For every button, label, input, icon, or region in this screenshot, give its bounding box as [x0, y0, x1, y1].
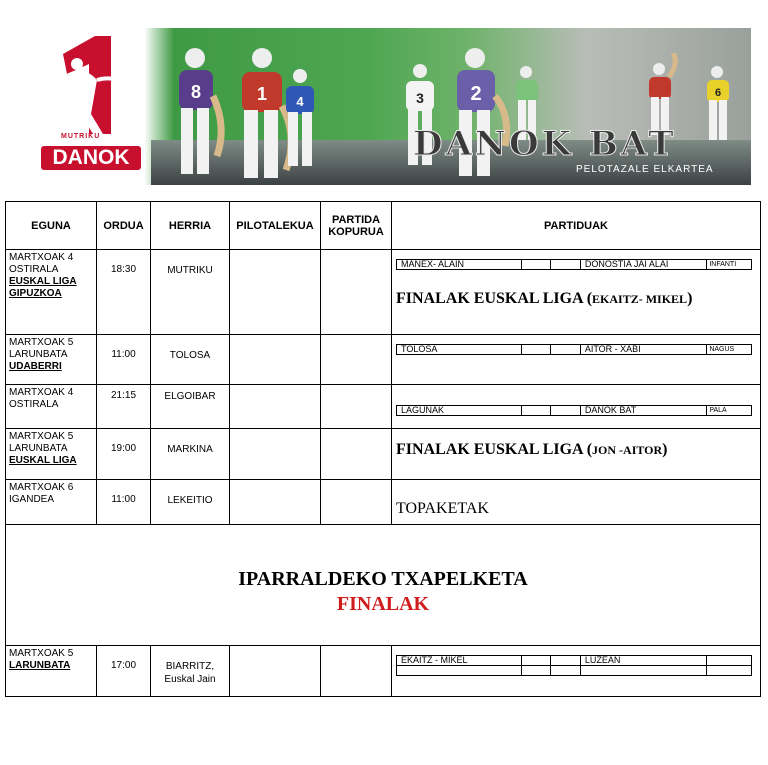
count-cell — [321, 335, 392, 385]
score-slot — [522, 406, 551, 416]
final-label: FINALAK EUSKAL LIGA ( — [396, 290, 593, 307]
date-cell — [6, 429, 97, 480]
team1: MANEX- ALAIN — [397, 260, 522, 270]
category: NAGUS — [707, 345, 752, 355]
score-slot — [522, 260, 551, 270]
time-cell: 21:15 — [97, 385, 151, 429]
final-players: JON -AITOR — [592, 443, 663, 457]
empty-slot — [707, 666, 752, 676]
shirt-number: 1 — [256, 84, 268, 104]
town-cell: ELGOIBAR — [151, 385, 230, 429]
weekday: OSTIRALA — [9, 399, 59, 410]
town-line: Euskal Jain — [164, 674, 216, 685]
col-partida-kopurua: PARTIDA KOPURUA — [321, 202, 392, 250]
shirt-number: 4 — [296, 94, 304, 109]
court-cell — [230, 335, 321, 385]
section-row — [6, 525, 761, 646]
date-cell — [6, 385, 97, 429]
logo-word: DANOK — [41, 146, 141, 170]
team2: AITOR - XABI — [580, 345, 706, 355]
team2: LUZEAN — [580, 656, 706, 666]
weekday: LARUNBATA — [9, 443, 68, 454]
player-6-icon — [699, 66, 739, 146]
section-heading — [6, 525, 761, 646]
time-cell: 11:00 — [97, 480, 151, 525]
time-cell: 19:00 — [97, 429, 151, 480]
score-slot — [522, 656, 551, 666]
court-cell — [230, 429, 321, 480]
court-cell — [230, 480, 321, 525]
col-ordua: ORDUA — [97, 202, 151, 250]
weekday: LARUNBATA — [9, 349, 68, 360]
match-grid — [396, 405, 752, 416]
schedule-table — [5, 201, 761, 697]
category: PALA — [707, 406, 752, 416]
team2: DANOK BAT — [580, 406, 706, 416]
category: INFANTI — [707, 260, 752, 270]
section-subtitle: FINALAK — [336, 593, 430, 615]
matches-cell — [392, 335, 761, 385]
date-cell — [6, 335, 97, 385]
town-line: BIARRITZ, — [165, 661, 215, 672]
time-cell: 11:00 — [97, 335, 151, 385]
town-cell: LEKEITIO — [151, 480, 230, 525]
match-grid — [396, 344, 752, 355]
table-row — [6, 335, 761, 385]
col-herria: HERRIA — [151, 202, 230, 250]
league-link: GIPUZKOA — [9, 288, 62, 299]
date-line: MARTXOAK 5 — [9, 648, 74, 659]
matches-cell — [392, 250, 761, 335]
league-link: EUSKAL LIGA — [9, 276, 77, 287]
court-cell — [230, 646, 321, 697]
date-line: MARTXOAK 6 — [9, 482, 74, 493]
date-cell — [6, 250, 97, 335]
team2: DONOSTIA JAI ALAI — [580, 260, 706, 270]
shirt-number: 6 — [714, 87, 722, 99]
matches-cell — [392, 385, 761, 429]
table-row — [6, 429, 761, 480]
empty-slot — [580, 666, 706, 676]
count-cell — [321, 646, 392, 697]
score-slot — [551, 406, 581, 416]
count-cell — [321, 250, 392, 335]
time-cell: 18:30 — [97, 250, 151, 335]
matches-cell — [392, 429, 761, 480]
player-8-icon — [161, 46, 231, 185]
matches-cell — [392, 646, 761, 697]
matches-cell — [392, 480, 761, 525]
table-row — [6, 250, 761, 335]
col-eguna: EGUNA — [6, 202, 97, 250]
town-cell: TOLOSA — [151, 335, 230, 385]
logo-small-text: MUTRIKU — [61, 133, 101, 140]
date-cell — [6, 480, 97, 525]
table-row — [6, 646, 761, 697]
date-cell — [6, 646, 97, 697]
empty-slot — [397, 666, 522, 676]
match-grid — [396, 655, 752, 676]
category — [707, 656, 752, 666]
header-row — [6, 202, 761, 250]
league-link: UDABERRI — [9, 361, 62, 372]
danok-logo-icon — [33, 34, 143, 146]
weekday-link: LARUNBATA — [9, 660, 71, 671]
score-slot — [522, 345, 551, 355]
final-title — [396, 441, 760, 459]
section-title: IPARRALDEKO TXAPELKETA — [238, 568, 528, 590]
town-cell — [151, 646, 230, 697]
score-slot — [551, 260, 581, 270]
table-row — [6, 385, 761, 429]
count-cell — [321, 429, 392, 480]
match-grid — [396, 259, 752, 270]
count-cell — [321, 480, 392, 525]
final-title — [396, 290, 760, 308]
team1: LAGUNAK — [397, 406, 522, 416]
court-cell — [230, 250, 321, 335]
empty-slot — [522, 666, 551, 676]
col-partiduak: PARTIDUAK — [392, 202, 761, 250]
count-cell — [321, 385, 392, 429]
town-cell: MUTRIKU — [151, 250, 230, 335]
player-2-icon — [443, 46, 513, 185]
weekday: IGANDEA — [9, 494, 55, 505]
banner-subtitle: PELOTAZALE ELKARTEA — [576, 164, 714, 175]
table-row — [6, 480, 761, 525]
score-slot — [551, 656, 581, 666]
date-line: MARTXOAK 4 — [9, 252, 74, 263]
league-link: EUSKAL LIGA — [9, 455, 77, 466]
date-line: MARTXOAK 5 — [9, 337, 74, 348]
final-players: EKAITZ- MIKEL — [592, 292, 688, 306]
shirt-number: 8 — [190, 82, 202, 102]
court-cell — [230, 385, 321, 429]
shirt-number: 2 — [470, 83, 482, 105]
player-4-icon — [276, 68, 326, 178]
weekday: OSTIRALA — [9, 264, 59, 275]
date-line: MARTXOAK 4 — [9, 387, 74, 398]
date-line: MARTXOAK 5 — [9, 431, 74, 442]
final-close: ) — [662, 441, 668, 458]
score-slot — [551, 345, 581, 355]
shirt-number: 3 — [416, 90, 424, 106]
team1: EKAITZ - MIKEL — [397, 656, 522, 666]
banner-title: DANOK BAT — [413, 124, 677, 164]
empty-slot — [551, 666, 581, 676]
col-pilotalekua: PILOTALEKUA — [230, 202, 321, 250]
town-cell: MARKINA — [151, 429, 230, 480]
team1: TOLOSA — [397, 345, 522, 355]
note-text: TOPAKETAK — [396, 500, 489, 517]
header-banner — [11, 28, 751, 185]
final-close: ) — [687, 290, 693, 307]
final-label: FINALAK EUSKAL LIGA ( — [396, 441, 593, 458]
time-cell: 17:00 — [97, 646, 151, 697]
